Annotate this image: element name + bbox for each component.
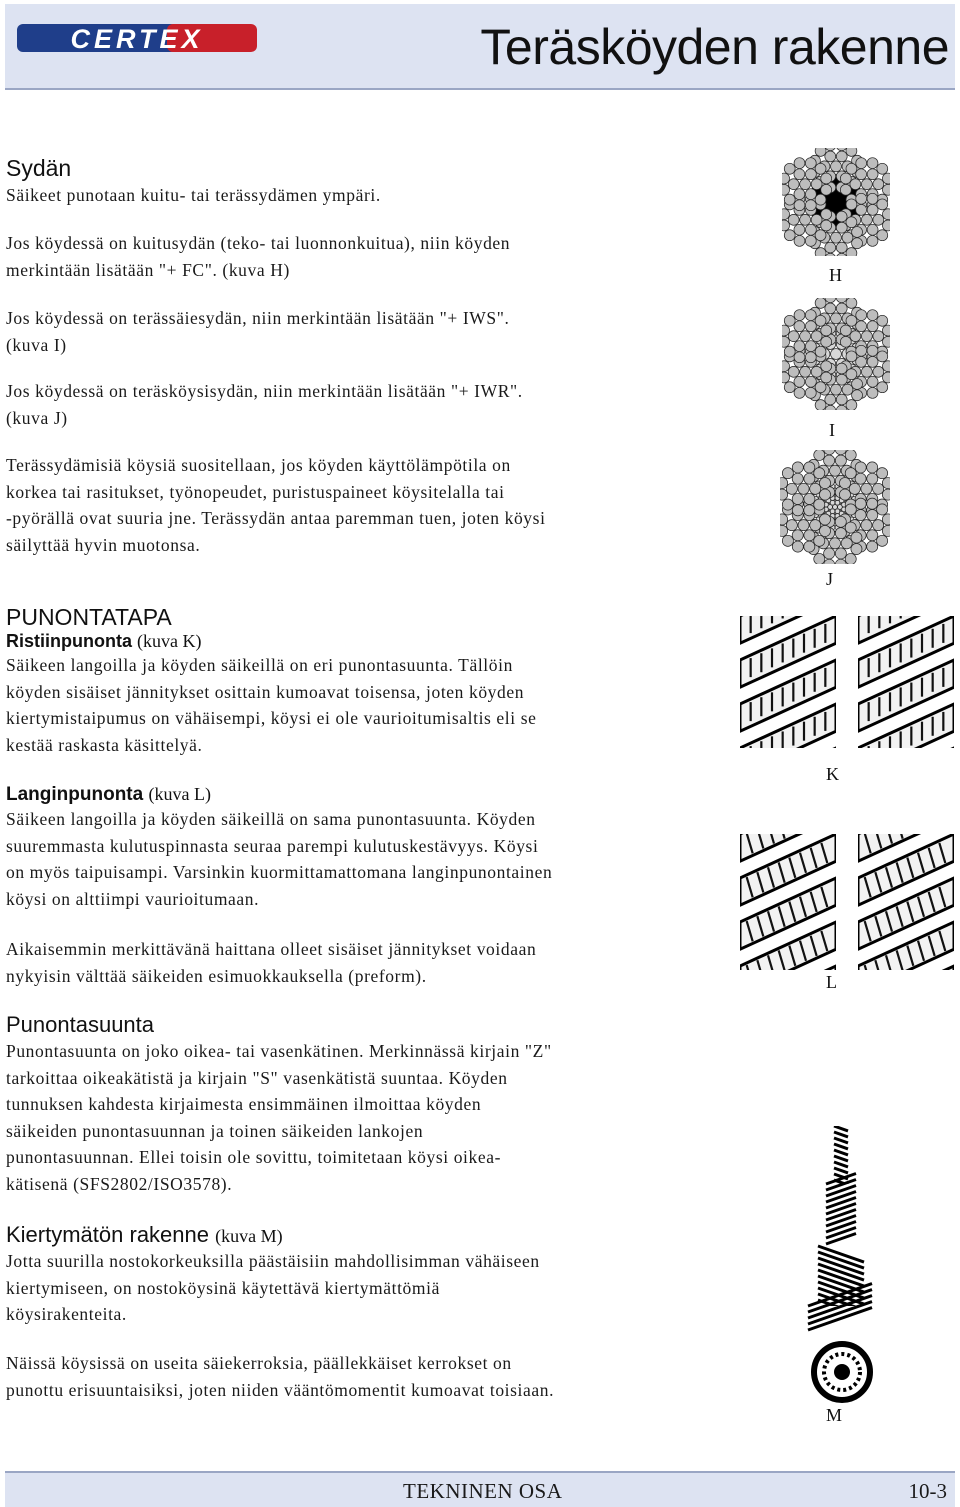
text-line: (kuva I) bbox=[6, 334, 67, 355]
footer-section-label: TEKNINEN OSA bbox=[403, 1479, 563, 1503]
text-line: punottu erisuuntaisiksi, joten niiden vääntömomentit kumoavat toisiaan. bbox=[6, 1379, 555, 1400]
figure-caption-m: M bbox=[826, 1405, 843, 1425]
text-line: köyden sisäiset jännitykset osittain kumoavat toisensa, joten köyden bbox=[6, 681, 525, 702]
page-header bbox=[5, 4, 955, 90]
text-line: nykyisin välttää säikeiden esimuokkauksella (preform). bbox=[6, 965, 427, 986]
page-title: Teräsköyden rakenne bbox=[480, 19, 949, 75]
text-line: tarkoittaa oikeakätistä ja kirjain "S" vasenkätistä suuntaa. Köyden bbox=[6, 1067, 508, 1088]
figure-caption-l: L bbox=[826, 972, 837, 992]
heading-punontatapa: PUNONTATAPA bbox=[6, 604, 172, 630]
text-line: köysirakenteita. bbox=[6, 1304, 127, 1324]
heading-sydan: Sydän bbox=[6, 155, 72, 181]
text-line: -pyörällä ovat suuria jne. Terässydän antaa paremman tuen, joten köysi bbox=[6, 508, 546, 528]
text-line: on myös taipuisampi. Varsinkin kuormittamattomana langinpunontainen bbox=[6, 862, 553, 882]
rope-rotation-resistant-illustration bbox=[800, 1126, 880, 1406]
paragraph-kerrokset bbox=[6, 1350, 686, 1403]
subheading-label: Langinpunonta bbox=[6, 784, 144, 805]
page-number: 10-3 bbox=[908, 1479, 947, 1503]
text-line: Säikeen langoilla ja köyden säikeillä on sama punontasuunta. Köyden bbox=[6, 809, 536, 829]
text-line: Terässydämisiä köysiä suositellaan, jos köyden käyttölämpötila on bbox=[6, 455, 511, 475]
heading-kiertymaton bbox=[6, 1222, 686, 1248]
rope-lang-lay-illustration bbox=[736, 834, 958, 970]
svg-text:CERTEX: CERTEX bbox=[70, 24, 204, 54]
rope-side-view bbox=[740, 616, 836, 748]
text-line: kätisenä (SFS2802/ISO3578). bbox=[6, 1173, 233, 1194]
text-line: kestää raskasta käsittelyä. bbox=[6, 734, 203, 755]
text-line: tunnuksen kahdesta kirjaimesta ensimmäinen ilmoittaa köyden bbox=[6, 1094, 482, 1114]
heading-punontasuunta: Punontasuunta bbox=[6, 1012, 155, 1037]
paragraph-iws bbox=[6, 305, 686, 358]
text-line: korkea tai rasitukset, työnopeudet, puristuspaineet köysitelalla tai bbox=[6, 481, 505, 502]
figure-caption-k: K bbox=[826, 764, 839, 784]
text-line: suuremmasta kulutuspinnasta seuraa parempi kulutuskestävyys. Köysi bbox=[6, 835, 539, 856]
text-line: punontasuunnan. Ellei toisin ole sovittu, toimitetaan köysi oikea- bbox=[6, 1147, 502, 1167]
subheading-label: Ristiinpunonta bbox=[6, 631, 132, 651]
certex-logo bbox=[17, 20, 257, 56]
paragraph-kuitusydan bbox=[6, 230, 686, 283]
figure-caption-i: I bbox=[829, 420, 835, 440]
text-line: Jotta suurilla nostokorkeuksilla päästäisiin mahdollisimman vähäiseen bbox=[6, 1251, 540, 1271]
paragraph-iwr bbox=[6, 378, 686, 431]
text-line: Säikeen langoilla ja köyden säikeillä on eri punontasuunta. Tällöin bbox=[6, 655, 513, 675]
subheading-label: Kiertymätön rakenne bbox=[6, 1222, 209, 1247]
rope-side-view bbox=[858, 834, 954, 970]
rope-side-view bbox=[858, 616, 954, 748]
figure-ref: (kuva K) bbox=[137, 631, 202, 651]
text-line: (kuva J) bbox=[6, 407, 68, 428]
figure-caption-h: H bbox=[829, 265, 842, 285]
text-line: säikeiden punontasuunnan ja toinen säikeiden lankojen bbox=[6, 1120, 424, 1141]
text-line: kiertymistaipumus on vähäisempi, köysi ei ole vaurioitumisaltis eli se bbox=[6, 708, 537, 728]
text-line: kiertymiseen, on nostoköysinä käytettävä kiertymättömiä bbox=[6, 1277, 440, 1298]
text-line: Jos köydessä on kuitusydän (teko- tai luonnonkuitua), niin köyden bbox=[6, 233, 511, 253]
heading-ristiinpunonta bbox=[6, 631, 686, 652]
rope-cross-section-fiber-core bbox=[782, 148, 890, 256]
figure-ref: (kuva L) bbox=[148, 784, 211, 804]
text-line: köysi on alttiimpi vaurioitumaan. bbox=[6, 888, 260, 909]
text-line: Säikeet punotaan kuitu- tai terässydämen ympäri. bbox=[6, 185, 381, 205]
text-line: Jos köydessä on teräsköysisydän, niin merkintään lisätään "+ IWR". bbox=[6, 381, 523, 401]
figure-ref: (kuva M) bbox=[215, 1226, 283, 1246]
heading-langinpunonta bbox=[6, 784, 686, 806]
rope-cross-section-iws bbox=[782, 298, 890, 410]
section-punontatapa bbox=[6, 604, 686, 758]
text-line: Jos köydessä on terässäiesydän, niin merkintään lisätään "+ IWS". bbox=[6, 308, 510, 328]
section-punontasuunta bbox=[6, 1012, 686, 1197]
paragraph-terassydan bbox=[6, 452, 686, 558]
rope-side-view bbox=[740, 834, 836, 970]
rope-cross-section-iwr bbox=[780, 450, 890, 564]
paragraph-preform bbox=[6, 936, 686, 989]
section-langinpunonta bbox=[6, 784, 686, 912]
text-line: Näissä köysissä on useita säiekerroksia, päällekkäiset kerrokset on bbox=[6, 1353, 512, 1373]
text-line: Punontasuunta on joko oikea- tai vasenkätinen. Merkinnässä kirjain "Z" bbox=[6, 1041, 552, 1061]
rope-layers bbox=[808, 1126, 872, 1336]
page-footer bbox=[5, 1471, 955, 1507]
figure-caption-j: J bbox=[826, 569, 834, 589]
rope-regular-lay-illustration bbox=[736, 616, 958, 748]
section-kiertymaton bbox=[6, 1222, 686, 1328]
text-line: säilyttää hyvin muotonsa. bbox=[6, 534, 201, 555]
text-line: Aikaisemmin merkittävänä haittana olleet sisäiset jännitykset voidaan bbox=[6, 939, 537, 959]
section-sydan bbox=[6, 155, 686, 209]
text-line: merkintään lisätään "+ FC". (kuva H) bbox=[6, 259, 290, 280]
rope-end-core bbox=[834, 1364, 850, 1380]
